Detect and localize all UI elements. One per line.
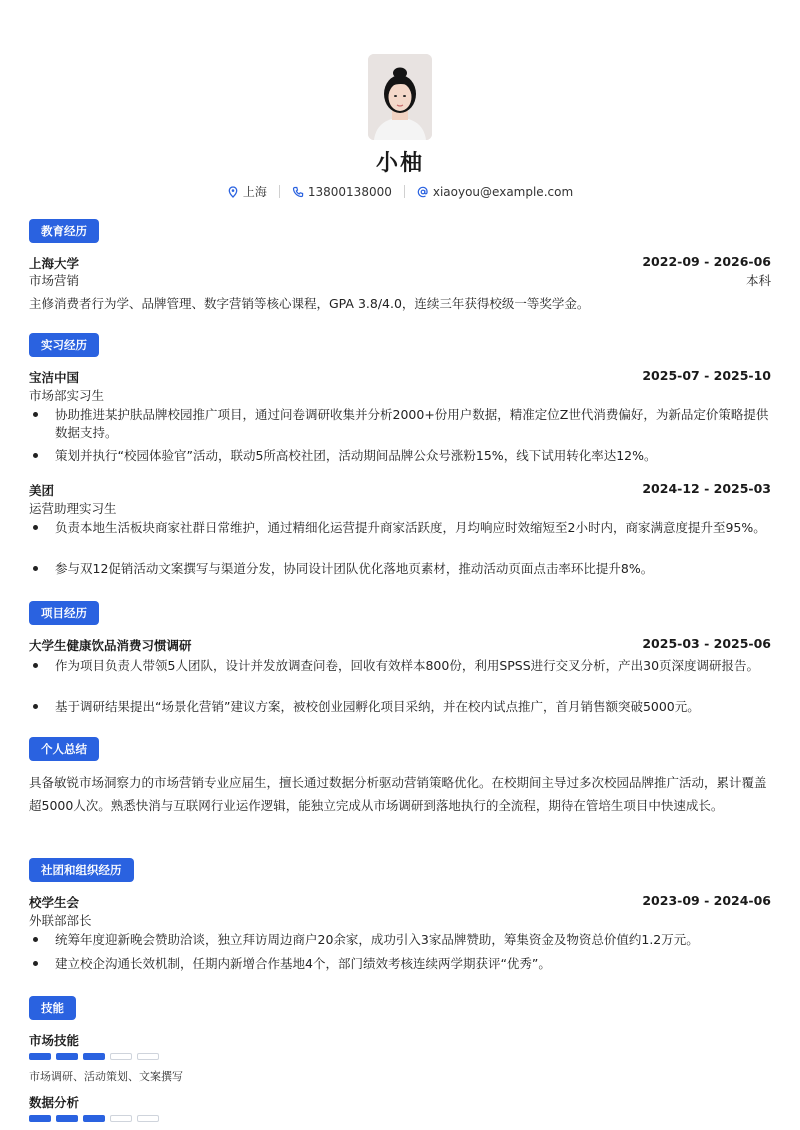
- skill-bar-empty: [137, 1115, 159, 1122]
- section-heading-skills: 技能: [29, 996, 76, 1020]
- organization-name: 校学生会: [29, 895, 80, 910]
- school-name: 上海大学: [29, 256, 80, 271]
- degree: 本科: [745, 273, 771, 288]
- bullet-text: 作为项目负责人带领5人团队，设计并发放调查问卷，回收有效样本800份，利用SPSS进行交叉分析，产出30页深度调研报告。: [55, 658, 760, 673]
- skill-bar-filled: [83, 1115, 105, 1122]
- internship-dates: 2025-07 - 2025-10: [642, 368, 771, 383]
- phone-icon: [292, 186, 304, 198]
- club-dates: 2023-09 - 2024-06: [642, 893, 771, 908]
- bullet-dot: [33, 412, 38, 417]
- internship-header-row: [29, 368, 771, 386]
- location-text: 上海: [242, 185, 267, 199]
- skill-bar-empty: [110, 1053, 132, 1060]
- email-text[interactable]: xiaoyou@example.com: [432, 184, 574, 199]
- skill-bar-empty: [137, 1053, 159, 1060]
- club-header-row: [29, 893, 771, 911]
- bullet-text: 基于调研结果提出“场景化营销”建议方案，被校创业园孵化项目采纳，并在校内试点推广，首月销售额突破5000元。: [55, 699, 700, 714]
- contact-divider: [279, 185, 280, 198]
- bullet-text: 协助推进某护肤品牌校园推广项目，通过问卷调研收集并分析2000+份用户数据，精准定位Z世代消费偏好，为新品定价策略提供数据支持。: [55, 407, 769, 440]
- education-dates: 2022-09 - 2026-06: [642, 254, 771, 269]
- education-subrow: [29, 271, 771, 289]
- contact-divider: [404, 185, 405, 198]
- section-heading-education: 教育经历: [29, 219, 99, 243]
- candidate-name: 小柚: [375, 151, 424, 176]
- major: 市场营销: [29, 273, 80, 288]
- section-heading-internship: 实习经历: [29, 333, 99, 357]
- bullet-dot: [33, 937, 38, 942]
- club-role-row: [29, 911, 771, 929]
- skill-bar-filled: [29, 1115, 51, 1122]
- bullet-text: 统筹年度迎新晚会赞助洽谈，独立拜访周边商户20余家，成功引入3家品牌赞助，筹集资金及物资总价值约1.2万元。: [55, 932, 699, 947]
- project-header-row: [29, 636, 771, 654]
- bullet-text: 建立校企沟通长效机制，任期内新增合作基地4个，部门绩效考核连续两学期获评“优秀”。: [55, 956, 551, 971]
- bullet-text: 参与双12促销活动文案撰写与渠道分发，协同设计团队优化落地页素材，推动活动页面点击率环比提升8%。: [55, 561, 654, 576]
- contact-bar: [29, 183, 771, 200]
- list-item: [29, 698, 771, 716]
- bullet-text: 策划并执行“校园体验官”活动，联动5所高校社团，活动期间品牌公众号涨粉15%，线下试用转化率达12%。: [55, 448, 657, 463]
- skill-bar-filled: [56, 1115, 78, 1122]
- skill-description: 市场调研、活动策划、文案撰写: [29, 1070, 183, 1083]
- project-title: 大学生健康饮品消费习惯调研: [29, 638, 192, 653]
- internship-role-row: [29, 499, 771, 517]
- project-dates: 2025-03 - 2025-06: [642, 636, 771, 651]
- contact-location: [227, 183, 267, 200]
- skill-name: 市场技能: [29, 1033, 80, 1048]
- skill-bar-filled: [29, 1053, 51, 1060]
- internship-dates: 2024-12 - 2025-03: [642, 481, 771, 496]
- list-item: [29, 447, 771, 465]
- company-name: 宝洁中国: [29, 370, 80, 385]
- location-pin-icon: [227, 186, 239, 198]
- internship-header-row: [29, 481, 771, 499]
- club-role: 外联部部长: [29, 913, 92, 928]
- company-name: 美团: [29, 483, 55, 498]
- list-item: [29, 955, 771, 973]
- education-description: 主修消费者行为学、品牌管理、数字营销等核心课程，GPA 3.8/4.0，连续三年获得校级一等奖学金。: [29, 296, 590, 311]
- phone-text: 13800138000: [307, 184, 392, 199]
- bullet-dot: [33, 704, 38, 709]
- avatar-portrait-icon: [368, 54, 432, 140]
- at-sign-icon: [417, 186, 429, 198]
- skill-level-bars: [29, 1053, 159, 1060]
- skill-bar-filled: [83, 1053, 105, 1060]
- bullet-dot: [33, 566, 38, 571]
- internship-role: 市场部实习生: [29, 388, 105, 403]
- list-item: [29, 406, 771, 442]
- list-item: [29, 931, 771, 949]
- skill-bar-empty: [110, 1115, 132, 1122]
- bullet-dot: [33, 453, 38, 458]
- education-header-row: [29, 254, 771, 272]
- section-heading-project: 项目经历: [29, 601, 99, 625]
- list-item: [29, 519, 771, 537]
- section-heading-summary: 个人总结: [29, 737, 99, 761]
- section-heading-club: 社团和组织经历: [29, 858, 134, 882]
- bullet-dot: [33, 663, 38, 668]
- list-item: [29, 657, 771, 675]
- contact-email[interactable]: [417, 185, 573, 199]
- internship-role: 运营助理实习生: [29, 501, 117, 516]
- contact-phone: [292, 185, 392, 199]
- internship-role-row: [29, 386, 771, 404]
- list-item: [29, 560, 771, 578]
- profile-photo: [368, 54, 432, 140]
- skill-level-bars: [29, 1115, 159, 1122]
- bullet-text: 负责本地生活板块商家社群日常维护，通过精细化运营提升商家活跃度，月均响应时效缩短至2小时内，商家满意度提升至95%。: [55, 520, 766, 535]
- skill-name: 数据分析: [29, 1095, 80, 1110]
- bullet-dot: [33, 961, 38, 966]
- bullet-dot: [33, 525, 38, 530]
- summary-text: 具备敏锐市场洞察力的市场营销专业应届生，擅长通过数据分析驱动营销策略优化。在校期间主导过多次校园品牌推广活动，累计覆盖超5000人次。熟悉快消与互联网行业运作逻辑，能独立完成从市场调研到落地执行的全流程，期待在管培生项目中快速成长。: [29, 775, 767, 813]
- skill-bar-filled: [56, 1053, 78, 1060]
